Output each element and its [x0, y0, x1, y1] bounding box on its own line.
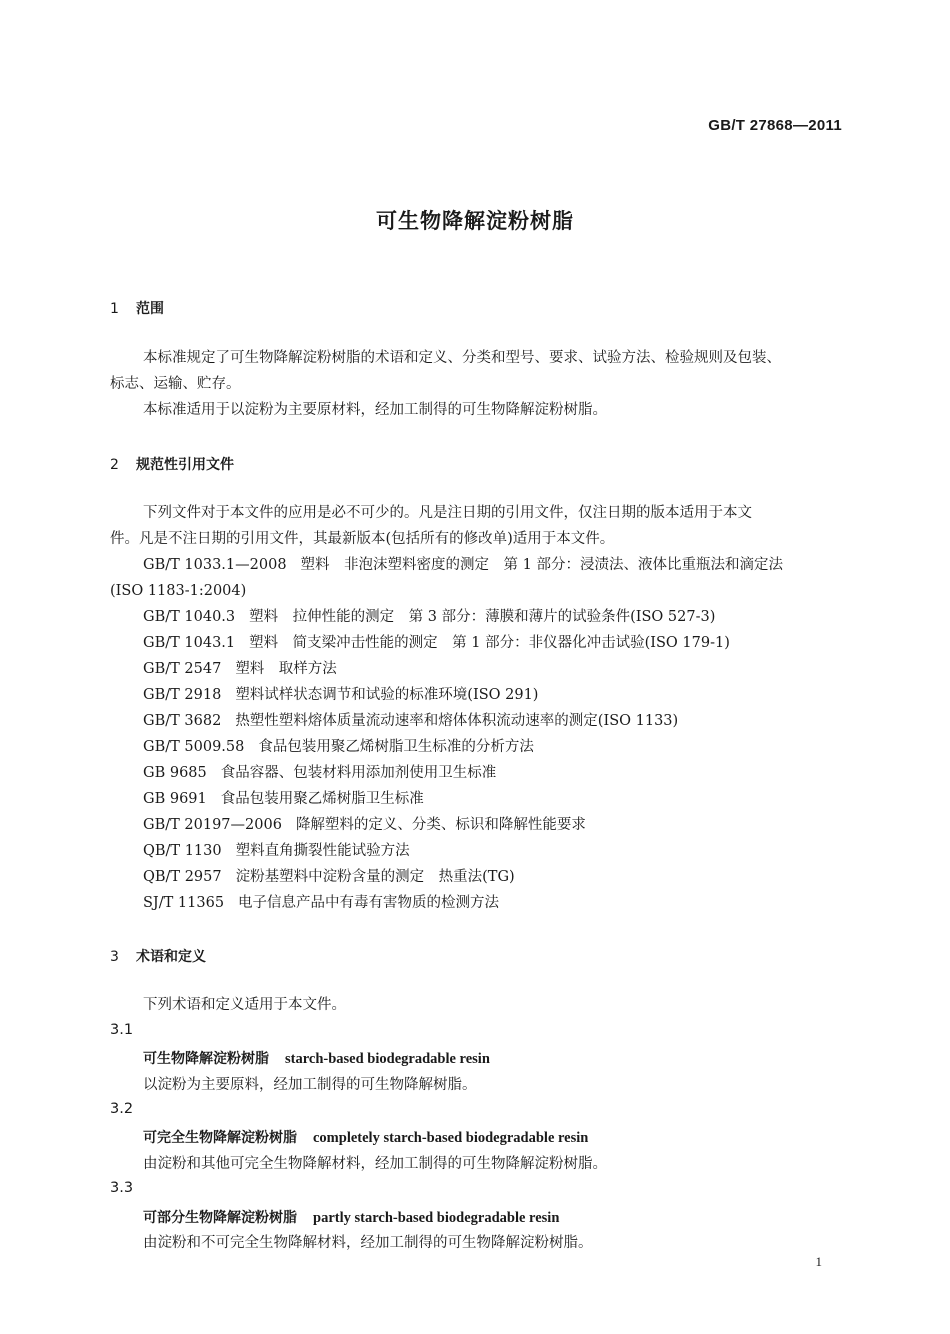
reference-code: GB/T 3682 [143, 713, 222, 729]
section-title: 范围 [136, 301, 164, 317]
reference-entry [143, 682, 538, 708]
term-name-zh: 可部分生物降解淀粉树脂 [143, 1210, 297, 1226]
term-name [143, 1127, 588, 1147]
paragraph: 下列术语和定义适用于本文件。 [143, 997, 346, 1013]
reference-code: GB/T 1043.1 [143, 635, 236, 651]
reference-code: GB/T 20197—2006 [143, 817, 282, 833]
reference-entry [143, 656, 337, 682]
reference-entry [143, 734, 534, 760]
reference-code: GB/T 1033.1—2008 [143, 557, 287, 573]
reference-code: GB 9691 [143, 791, 207, 807]
reference-entry [143, 708, 678, 734]
reference-code: GB/T 2918 [143, 687, 222, 703]
term-name-zh: 可生物降解淀粉树脂 [143, 1051, 269, 1067]
reference-code: SJ/T 11365 [143, 895, 225, 911]
term-number: 3.3 [110, 1180, 134, 1196]
section-number: 3 [110, 949, 119, 965]
reference-title: 塑料 取样方法 [235, 661, 337, 677]
term-name [143, 1048, 490, 1068]
reference-code: GB 9685 [143, 765, 207, 781]
reference-entry [143, 838, 410, 864]
term-name-zh: 可完全生物降解淀粉树脂 [143, 1130, 297, 1146]
reference-code: GB/T 2547 [143, 661, 222, 677]
reference-continuation: (ISO 1183-1:2004) [110, 583, 247, 599]
reference-entry [143, 864, 515, 890]
reference-entry [143, 760, 496, 786]
reference-entry [143, 630, 730, 656]
paragraph: 下列文件对于本文件的应用是必不可少的。凡是注日期的引用文件，仅注日期的版本适用于本文 [143, 505, 752, 521]
reference-code: GB/T 5009.58 [143, 739, 245, 755]
reference-title: 塑料 非泡沫塑料密度的测定 第 1 部分：浸渍法、液体比重瓶法和滴定法 [300, 557, 783, 573]
reference-title: 淀粉基塑料中淀粉含量的测定 热重法(TG) [235, 869, 515, 885]
page-number: 1 [815, 1254, 822, 1269]
section-number: 1 [110, 301, 119, 317]
reference-code: QB/T 2957 [143, 869, 222, 885]
reference-title: 塑料 简支梁冲击性能的测定 第 1 部分：非仪器化冲击试验(ISO 179-1) [249, 635, 730, 651]
reference-title: 电子信息产品中有毒有害物质的检测方法 [238, 895, 500, 911]
reference-title: 塑料直角撕裂性能试验方法 [235, 843, 410, 859]
section-1-heading [110, 298, 164, 318]
reference-title: 降解塑料的定义、分类、标识和降解性能要求 [295, 817, 586, 833]
term-definition: 由淀粉和其他可完全生物降解材料，经加工制得的可生物降解淀粉树脂。 [143, 1156, 607, 1172]
paragraph: 标志、运输、贮存。 [110, 376, 241, 392]
section-title: 规范性引用文件 [136, 457, 234, 473]
term-name-en: partly starch-based biodegradable resin [313, 1210, 560, 1226]
paragraph: 件。凡是不注日期的引用文件，其最新版本(包括所有的修改单)适用于本文件。 [110, 531, 615, 547]
paragraph: 本标准规定了可生物降解淀粉树脂的术语和定义、分类和型号、要求、试验方法、检验规则及包装、 [143, 350, 781, 366]
reference-entry [143, 812, 586, 838]
reference-code: QB/T 1130 [143, 843, 222, 859]
term-name-en: completely starch-based biodegradable resin [313, 1130, 589, 1146]
reference-entry [143, 786, 424, 812]
reference-title: 食品包装用聚乙烯树脂卫生标准 [220, 791, 424, 807]
standard-number: GB/T 27868—2011 [708, 117, 842, 134]
reference-entry [143, 890, 499, 916]
section-number: 2 [110, 457, 119, 473]
section-title: 术语和定义 [136, 949, 206, 965]
term-number: 3.2 [110, 1101, 134, 1117]
term-name [143, 1207, 559, 1227]
reference-title: 塑料 拉伸性能的测定 第 3 部分：薄膜和薄片的试验条件(ISO 527-3) [249, 609, 716, 625]
term-number: 3.1 [110, 1022, 134, 1038]
paragraph: 本标准适用于以淀粉为主要原材料，经加工制得的可生物降解淀粉树脂。 [143, 402, 607, 418]
document-title: 可生物降解淀粉树脂 [376, 209, 574, 233]
reference-title: 塑料试样状态调节和试验的标准环境(ISO 291) [235, 687, 539, 703]
term-definition: 以淀粉为主要原料，经加工制得的可生物降解树脂。 [143, 1077, 477, 1093]
term-name-en: starch-based biodegradable resin [285, 1051, 490, 1067]
reference-title: 热塑性塑料熔体质量流动速率和熔体体积流动速率的测定(ISO 1133) [235, 713, 679, 729]
term-definition: 由淀粉和不可完全生物降解材料，经加工制得的可生物降解淀粉树脂。 [143, 1235, 593, 1251]
reference-entry [143, 604, 715, 630]
reference-code: GB/T 1040.3 [143, 609, 236, 625]
section-2-heading [110, 454, 234, 474]
reference-entry [143, 552, 783, 578]
section-3-heading [110, 946, 206, 966]
reference-title: 食品容器、包装材料用添加剂使用卫生标准 [220, 765, 497, 781]
reference-title: 食品包装用聚乙烯树脂卫生标准的分析方法 [258, 739, 534, 755]
